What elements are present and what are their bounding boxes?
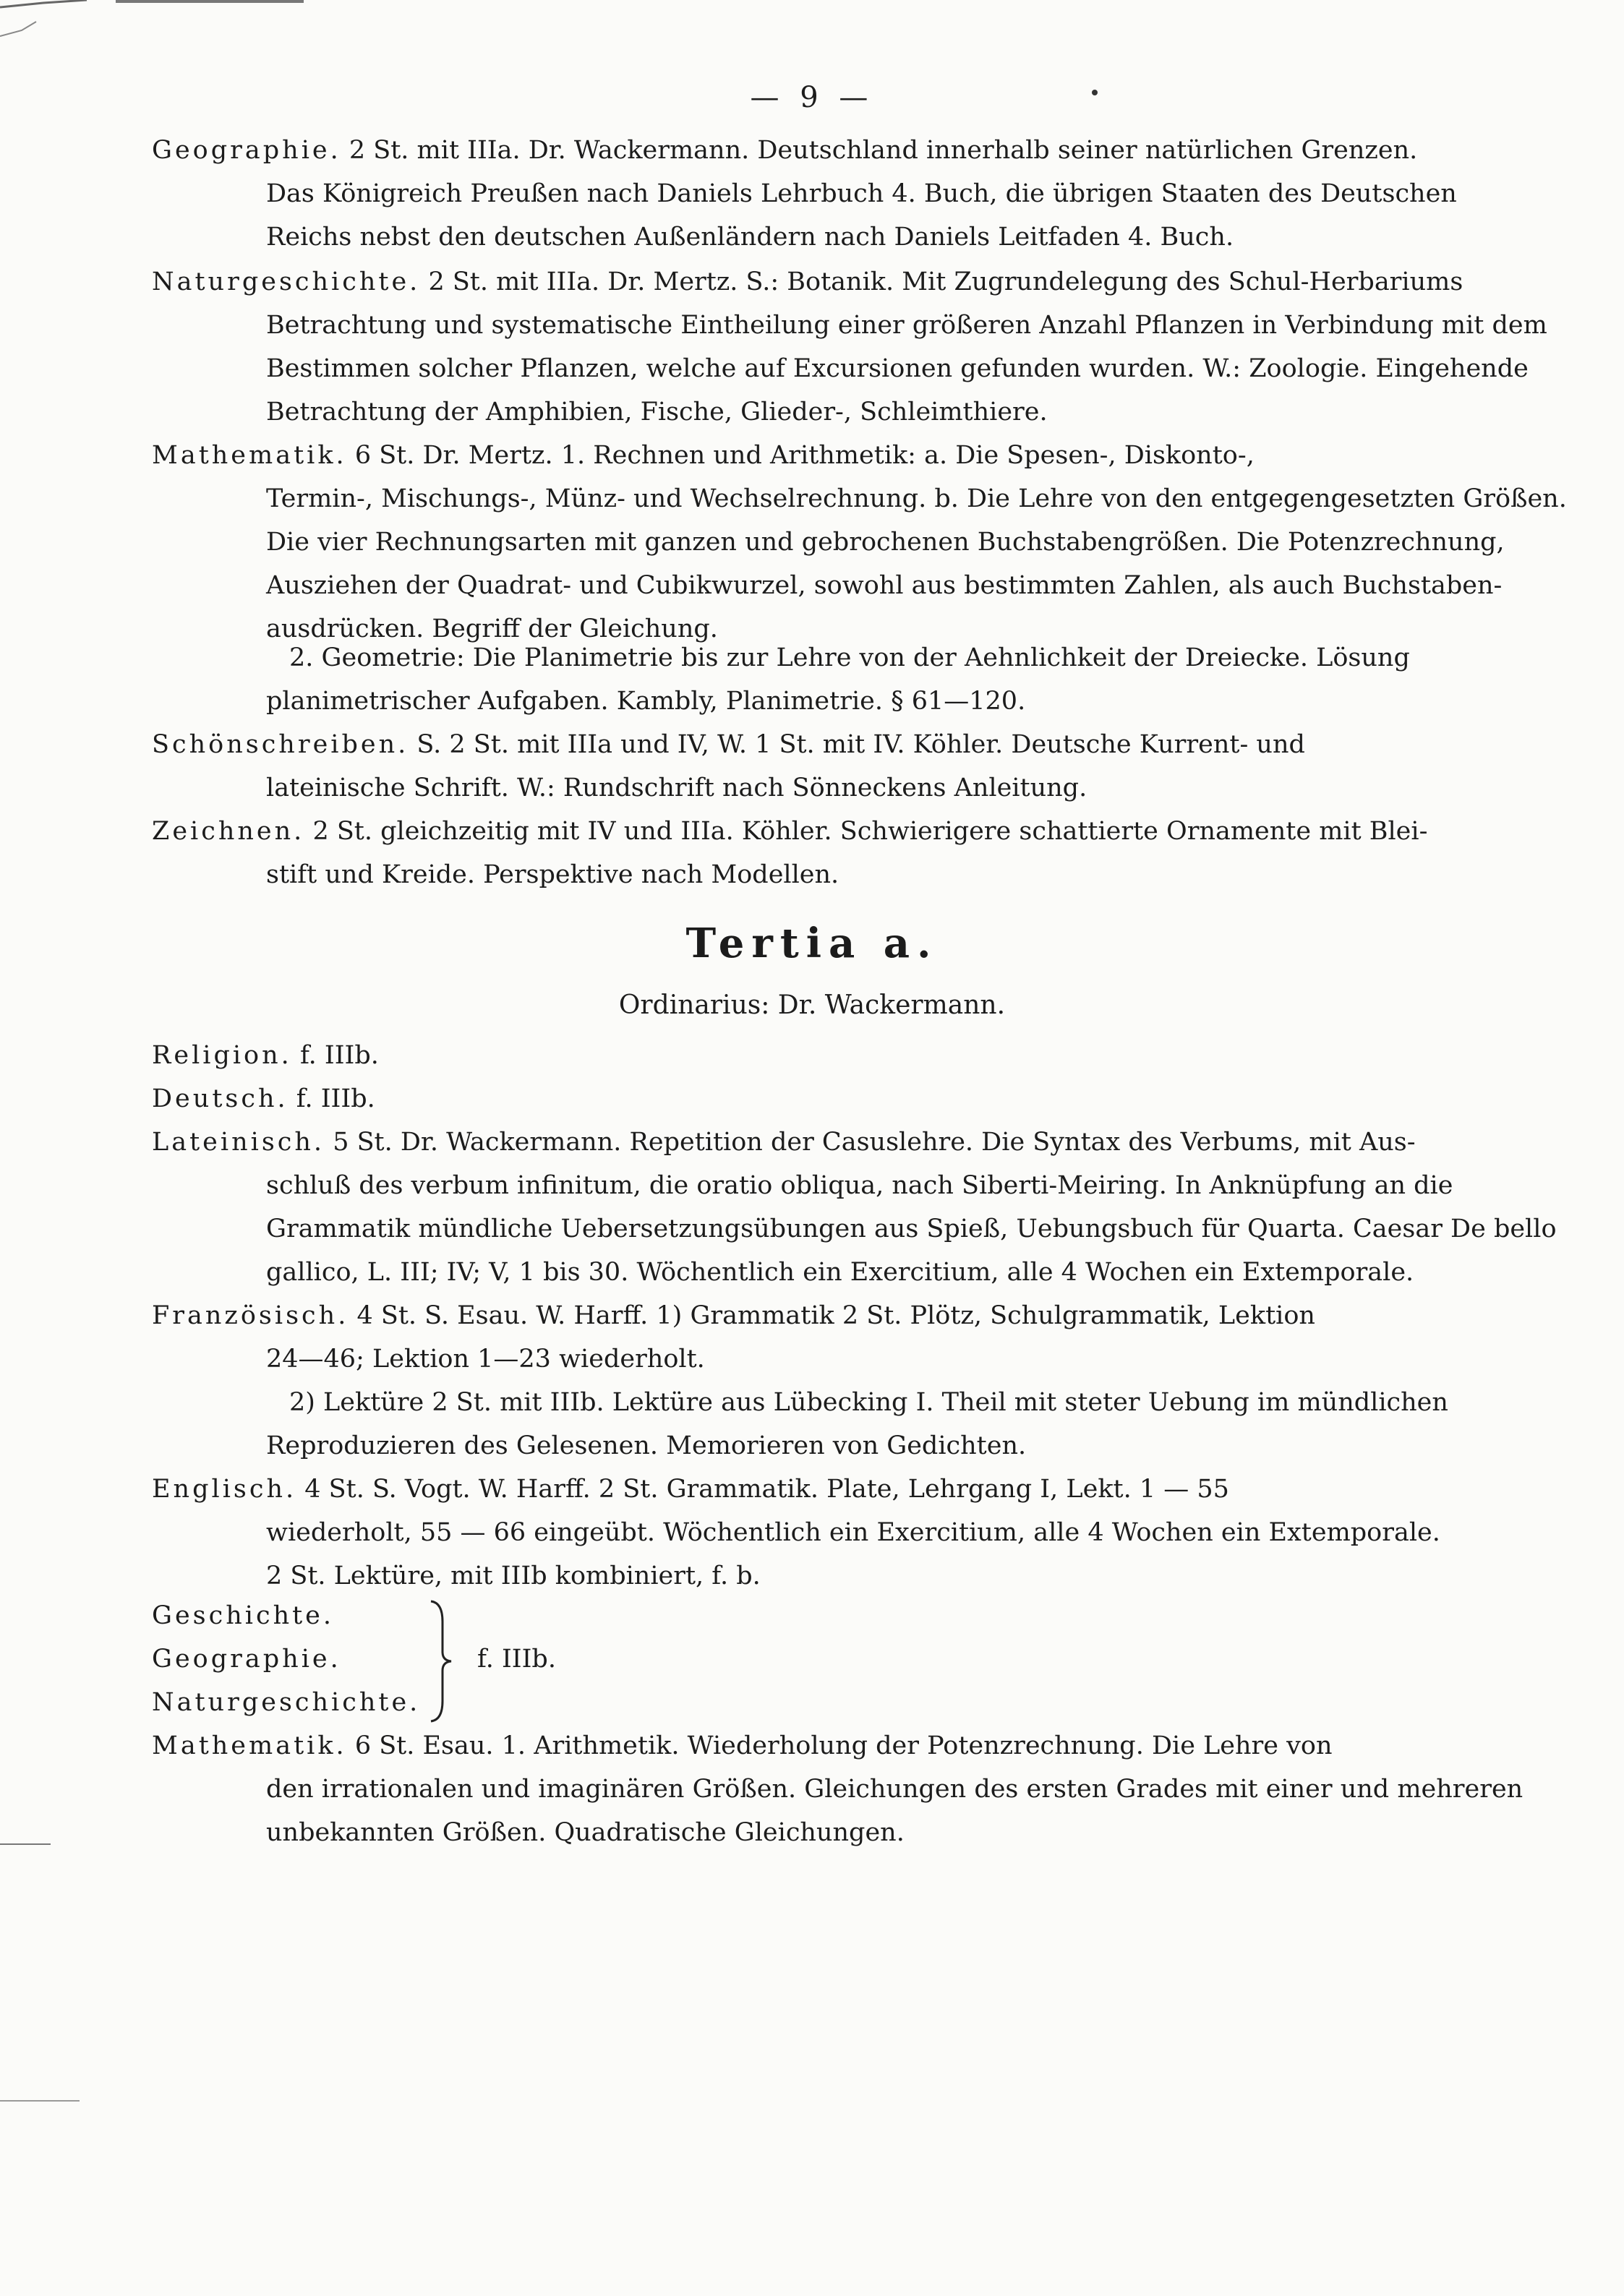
- entry-lateinisch: Lateinisch. 5 St. Dr. Wackermann. Repetition der Casuslehre. Die Syntax des Verbums, mit Aus- schluß des verbum infinitum, die oratio obliqua, nach Siberti-Meiring. In Anknüpfung an die Grammatik mündliche Uebersetzungsübungen aus Spieß, Uebungsbuch für Quarta. Caesar De bello gallico, L. III; IV; V, 1 bis 30. Wöchentlich ein Exercitium, alle 4 Wochen ein Extemporale.: [152, 1128, 1557, 1287]
- bracket-group: [152, 1594, 803, 1731]
- scan-left-mark-2: [0, 2100, 80, 2102]
- stray-dot: [1092, 90, 1098, 95]
- entry-schoenschreiben: Schönschreiben. S. 2 St. mit IIIa und IV, W. 1 St. mit IV. Köhler. Deutsche Kurrent- und lateinische Schrift. W.: Rundschrift nach Sönneckens Anleitung.: [152, 730, 1305, 802]
- subject-label: Englisch.: [152, 1475, 297, 1504]
- entry-zeichnen: Zeichnen. 2 St. gleichzeitig mit IV und IIIa. Köhler. Schwierigere schattierte Ornamente mit Blei- stift und Kreide. Perspektive nach Modellen.: [152, 817, 1428, 889]
- entry-englisch: Englisch. 4 St. S. Vogt. W. Harff. 2 St. Grammatik. Plate, Lehrgang I, Lekt. 1 — 55 wiederholt, 55 — 66 eingeübt. Wöchentlich ein Exercitium, alle 4 Wochen ein Extemporale. 2 St. Lektüre, mit IIIb kombiniert, f. b.: [152, 1475, 1440, 1590]
- ordinarius-line: Ordinarius: Dr. Wackermann.: [618, 990, 1006, 1020]
- entry-religion: Religion. f. IIIb.: [152, 1041, 379, 1070]
- subject-label: Geschichte.: [152, 1601, 335, 1630]
- scan-top-stroke: [116, 0, 304, 3]
- entry-deutsch: Deutsch. f. IIIb.: [152, 1084, 375, 1113]
- subject-label: Französisch.: [152, 1301, 349, 1330]
- entry-geographie: Geographie. 2 St. mit IIIa. Dr. Wackermann. Deutschland innerhalb seiner natürlichen Grenzen. Das Königreich Preußen nach Daniels Lehrbuch 4. Buch, die übrigen Staaten des Deutschen Reichs nebst den deutschen Außenländern nach Daniels Leitfaden 4. Buch.: [152, 136, 1457, 252]
- subject-label: Deutsch.: [152, 1084, 289, 1113]
- entry-mathematik-2: Mathematik. 6 St. Esau. 1. Arithmetik. Wiederholung der Potenzrechnung. Die Lehre von den irrationalen und imaginären Größen. Gleichungen des ersten Grades mit einer und mehreren unbekannten Größen. Quadratische Gleichungen.: [152, 1731, 1523, 1847]
- entry-naturgeschichte: Naturgeschichte. 2 St. mit IIIa. Dr. Mertz. S.: Botanik. Mit Zugrundelegung des Schul-Herbariums Betrachtung und systematische Eintheilung einer größeren Anzahl Pflanzen in Verbindung mit dem Bestimmen solcher Pflanzen, welche auf Excursionen gefunden wurden. W.: Zoologie. Eingehende Betrachtung der Amphibien, Fische, Glieder-, Schleimthiere.: [152, 267, 1547, 427]
- scan-left-mark: [0, 1843, 51, 1845]
- subject-label: Naturgeschichte.: [152, 1688, 421, 1717]
- entry-geometrie: 2. Geometrie: Die Planimetrie bis zur Lehre von der Aehnlichkeit der Dreiecke. Lösung planimetrischer Aufgaben. Kambly, Planimetrie. § 61—120.: [266, 643, 1410, 716]
- scan-corner-mark: [0, 0, 101, 43]
- entry-franzoesisch: Französisch. 4 St. S. Esau. W. Harff. 1) Grammatik 2 St. Plötz, Schulgrammatik, Lektion 24—46; Lektion 1—23 wiederholt.: [152, 1301, 1315, 1374]
- entry-lektuere: 2) Lektüre 2 St. mit IIIb. Lektüre aus Lübecking I. Theil mit steter Uebung im mündlichen Reproduzieren des Gelesenen. Memorieren von Gedichten.: [266, 1388, 1448, 1460]
- bracket-subjects: [152, 1594, 420, 1724]
- subject-label: Zeichnen.: [152, 817, 305, 846]
- page-number: — 9 —: [750, 81, 874, 114]
- subject-label: Mathematik.: [152, 1731, 347, 1760]
- subject-label: Lateinisch.: [152, 1128, 325, 1157]
- section-heading: Tertia a.: [685, 920, 939, 967]
- subject-label: Religion.: [152, 1041, 292, 1070]
- curly-brace: [427, 1600, 456, 1723]
- subject-label: Naturgeschichte.: [152, 267, 421, 296]
- subject-label: Geographie.: [152, 136, 341, 165]
- subject-label: Mathematik.: [152, 441, 347, 470]
- entry-mathematik: Mathematik. 6 St. Dr. Mertz. 1. Rechnen und Arithmetik: a. Die Spesen-, Diskonto-, Termin-, Mischungs-, Münz- und Wechselrechnung. b. Die Lehre von den entgegengesetzten Größen. Die vier Rechnungsarten mit ganzen und gebrochenen Buchstabengrößen. Die Potenzrechnung, Ausziehen der Quadrat- und Cubikwurzel, sowohl aus bestimmten Zahlen, als auch Buchstaben- ausdrücken. Begriff der Gleichung.: [152, 441, 1567, 643]
- subject-label: Geographie.: [152, 1645, 341, 1674]
- bracket-reference: f. IIIb.: [477, 1645, 556, 1674]
- subject-label: Schönschreiben.: [152, 730, 409, 759]
